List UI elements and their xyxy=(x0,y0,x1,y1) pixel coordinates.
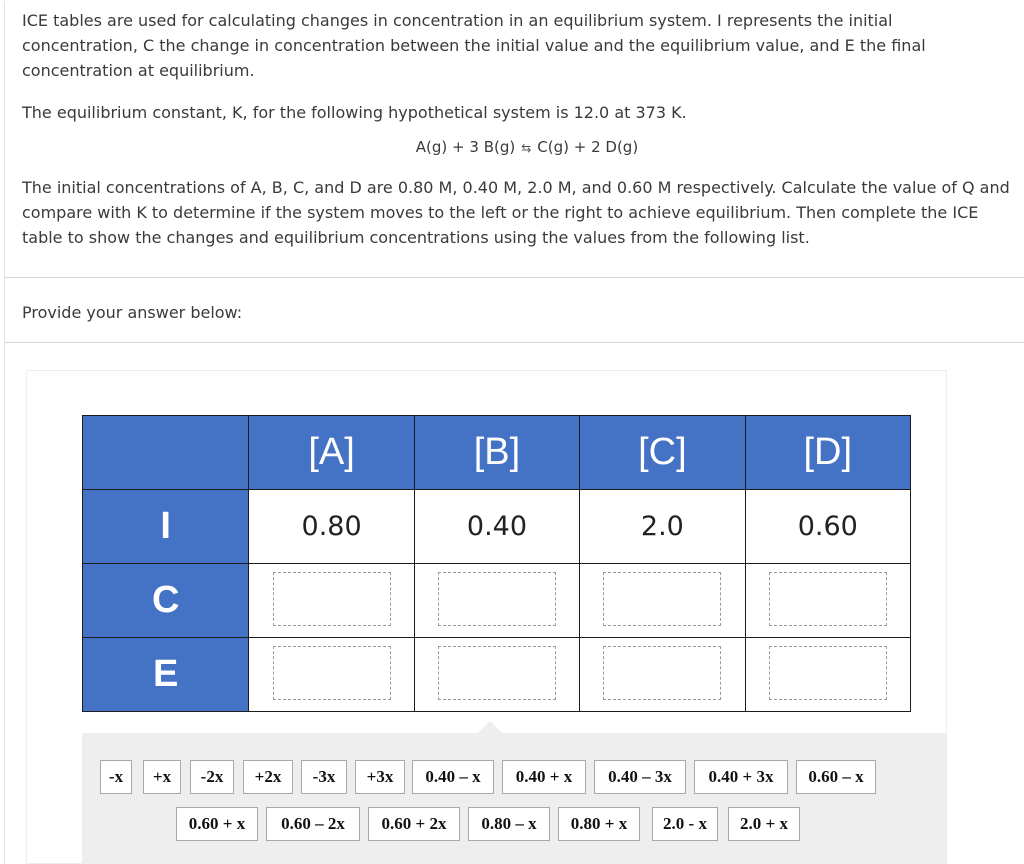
header-d: [D] xyxy=(745,416,910,490)
corner-cell xyxy=(83,416,249,490)
answer-tile[interactable]: 2.0 + x xyxy=(728,807,800,841)
header-b: [B] xyxy=(414,416,579,490)
drop-zone-change-d[interactable] xyxy=(769,572,887,626)
drop-zone-change-b[interactable] xyxy=(438,572,556,626)
answer-tile[interactable]: -3x xyxy=(301,760,347,794)
initial-b: 0.40 xyxy=(414,490,579,564)
drop-zone-equilibrium-d[interactable] xyxy=(769,646,887,700)
equation-products: C(g) + 2 D(g) xyxy=(537,138,639,156)
answer-tile[interactable]: 0.60 – 2x xyxy=(266,807,360,841)
drop-zone-change-a[interactable] xyxy=(273,572,391,626)
header-row xyxy=(83,416,911,490)
initial-c: 2.0 xyxy=(580,490,745,564)
initial-a: 0.80 xyxy=(249,490,414,564)
answer-tile[interactable]: -x xyxy=(100,760,132,794)
question-text xyxy=(22,8,1012,250)
row-label-c: C xyxy=(83,564,249,638)
reaction-equation xyxy=(22,135,1012,161)
answer-tile[interactable]: 0.80 – x xyxy=(468,807,550,841)
drop-zone-equilibrium-c[interactable] xyxy=(603,646,721,700)
section-divider xyxy=(4,342,1024,343)
header-a: [A] xyxy=(249,416,414,490)
panel-border xyxy=(4,278,5,864)
question-instructions: The initial concentrations of A, B, C, and D are 0.80 M, 0.40 M, 2.0 M, and 0.60 M respectively. Calculate the value of Q and compare with K to determine if the system moves to the left or the right to achieve equilibrium. Then complete the ICE table to show the changes and equilibrium concentrations using the values from the following list. xyxy=(22,178,1010,247)
drop-zone-equilibrium-a[interactable] xyxy=(273,646,391,700)
row-change xyxy=(83,564,911,638)
answer-tile[interactable]: 2.0 - x xyxy=(652,807,718,841)
question-intro: ICE tables are used for calculating changes in concentration in an equilibrium system. I represents the initial concentration, C the change in concentration between the initial value and the equilibrium value, and E the final concentration at equilibrium. xyxy=(22,11,926,80)
row-initial xyxy=(83,490,911,564)
answer-tile[interactable]: 0.60 + 2x xyxy=(368,807,460,841)
answer-tile[interactable]: -2x xyxy=(190,760,234,794)
answer-tile[interactable]: 0.40 – x xyxy=(412,760,494,794)
equilibrium-constant-statement: The equilibrium constant, K, for the following hypothetical system is 12.0 at 373 K. xyxy=(22,103,687,122)
answer-bank-pointer xyxy=(478,721,502,733)
equilibrium-arrows-icon: ⇆ xyxy=(521,141,532,155)
answer-tile[interactable]: 0.80 + x xyxy=(558,807,640,841)
answer-tile[interactable]: +3x xyxy=(355,760,405,794)
initial-d: 0.60 xyxy=(745,490,910,564)
answer-tile[interactable]: 0.60 – x xyxy=(796,760,876,794)
drop-zone-change-c[interactable] xyxy=(603,572,721,626)
answer-prompt: Provide your answer below: xyxy=(22,303,243,322)
answer-bank xyxy=(82,733,947,864)
equation-reactants: A(g) + 3 B(g) xyxy=(415,138,516,156)
row-equilibrium xyxy=(83,638,911,712)
answer-tile[interactable]: 0.40 + 3x xyxy=(694,760,788,794)
header-c: [C] xyxy=(580,416,745,490)
answer-tile[interactable]: 0.40 – 3x xyxy=(594,760,686,794)
answer-tile[interactable]: +x xyxy=(143,760,181,794)
row-label-e: E xyxy=(83,638,249,712)
section-divider xyxy=(4,277,1024,278)
answer-tile[interactable]: 0.40 + x xyxy=(502,760,586,794)
ice-table xyxy=(82,415,911,712)
row-label-i: I xyxy=(83,490,249,564)
answer-tile[interactable]: +2x xyxy=(243,760,293,794)
answer-tile[interactable]: 0.60 + x xyxy=(176,807,258,841)
drop-zone-equilibrium-b[interactable] xyxy=(438,646,556,700)
